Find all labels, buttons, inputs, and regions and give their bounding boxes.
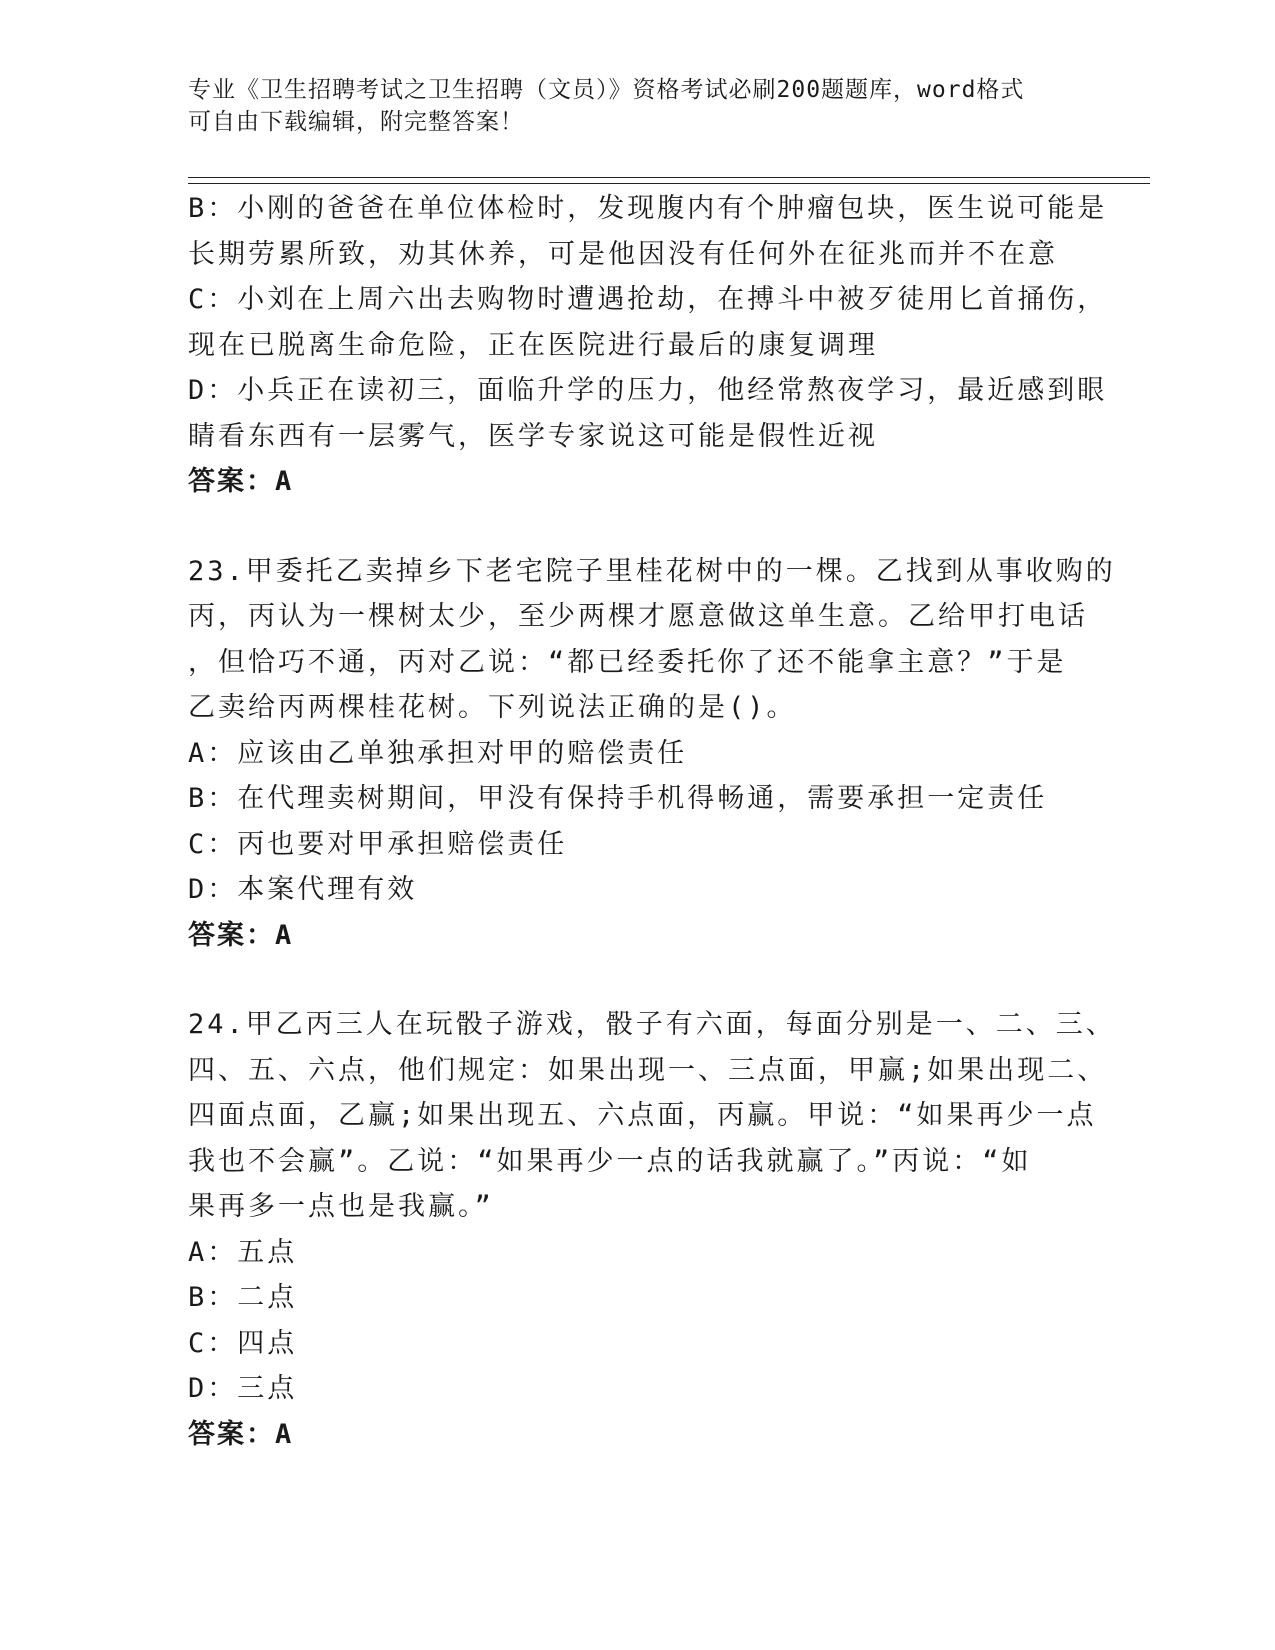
q23-option-b: B：在代理卖树期间，甲没有保持手机得畅通，需要承担一定责任 [188, 783, 1048, 814]
header-line-1: 专业《卫生招聘考试之卫生招聘（文员）》资格考试必刷200题题库，word格式 [188, 77, 1025, 103]
q24-stem-line-4: 我也不会赢”。乙说：“如果再少一点的话我就赢了。”丙说：“如 [188, 1145, 1032, 1177]
question-content [188, 186, 1116, 1457]
q22-option-b-line-2: 长期劳累所致，劝其休养，可是他因没有任何外在征兆而并不在意 [188, 238, 1058, 270]
q23-stem-line-2: 丙，丙认为一棵树太少，至少两棵才愿意做这单生意。乙给甲打电话 [188, 601, 1088, 632]
header-line-2: 可自由下载编辑，附完整答案！ [188, 109, 524, 135]
q23-stem-line-3: ，但恰巧不通，丙对乙说：“都已经委托你了还不能拿主意？”于是 [188, 646, 1067, 678]
q24-stem-line-1: 24.甲乙丙三人在玩骰子游戏，骰子有六面，每面分别是一、二、三、 [188, 1009, 1116, 1040]
question-23-block [188, 549, 1116, 959]
q24-answer: 答案：A [188, 1418, 294, 1450]
question-spacer [188, 958, 1088, 1002]
q22-option-b-line-1: B：小刚的爸爸在单位体检时，发现腹内有个肿瘤包块，医生说可能是 [188, 193, 1108, 224]
q22-answer: 答案：A [188, 466, 294, 497]
q24-option-a: A：五点 [188, 1236, 298, 1268]
q22-option-c-line-1: C：小刘在上周六出去购物时遭遇抢劫，在搏斗中被歹徒用匕首捅伤， [188, 284, 1108, 315]
header-divider-top [188, 177, 1150, 178]
q22-option-d-line-1: D：小兵正在读初三，面临升学的压力，他经常熬夜学习，最近感到眼 [188, 375, 1108, 406]
q24-option-d: D：三点 [188, 1373, 298, 1404]
q23-answer: 答案：A [188, 919, 294, 951]
q22-option-c-line-2: 现在已脱离生命危险，正在医院进行最后的康复调理 [188, 329, 878, 361]
q23-stem-line-1: 23.甲委托乙卖掉乡下老宅院子里桂花树中的一棵。乙找到从事收购的 [188, 555, 1116, 587]
question-spacer [188, 505, 1088, 549]
q22-option-d-line-2: 睛看东西有一层雾气，医学专家说这可能是假性近视 [188, 420, 878, 452]
q23-option-c: C：丙也要对甲承担赔偿责任 [188, 828, 568, 860]
q24-option-c: C：四点 [188, 1327, 298, 1359]
question-24-block [188, 1002, 1116, 1457]
q23-stem-line-4: 乙卖给丙两棵桂花树。下列说法正确的是()。 [188, 692, 797, 723]
q24-option-b: B：二点 [188, 1282, 298, 1313]
question-22-block [188, 186, 1108, 505]
q24-stem-line-3: 四面点面，乙赢;如果出现五、六点面，丙赢。甲说：“如果再少一点 [188, 1100, 1097, 1131]
q23-option-a: A：应该由乙单独承担对甲的赔偿责任 [188, 737, 688, 769]
q23-option-d: D：本案代理有效 [188, 874, 418, 905]
document-header [188, 74, 1068, 138]
q24-stem-line-2: 四、五、六点，他们规定：如果出现一、三点面，甲赢;如果出现二、 [188, 1054, 1108, 1086]
header-divider-bottom [188, 183, 1150, 184]
q24-stem-line-5: 果再多一点也是我赢。” [188, 1191, 494, 1222]
